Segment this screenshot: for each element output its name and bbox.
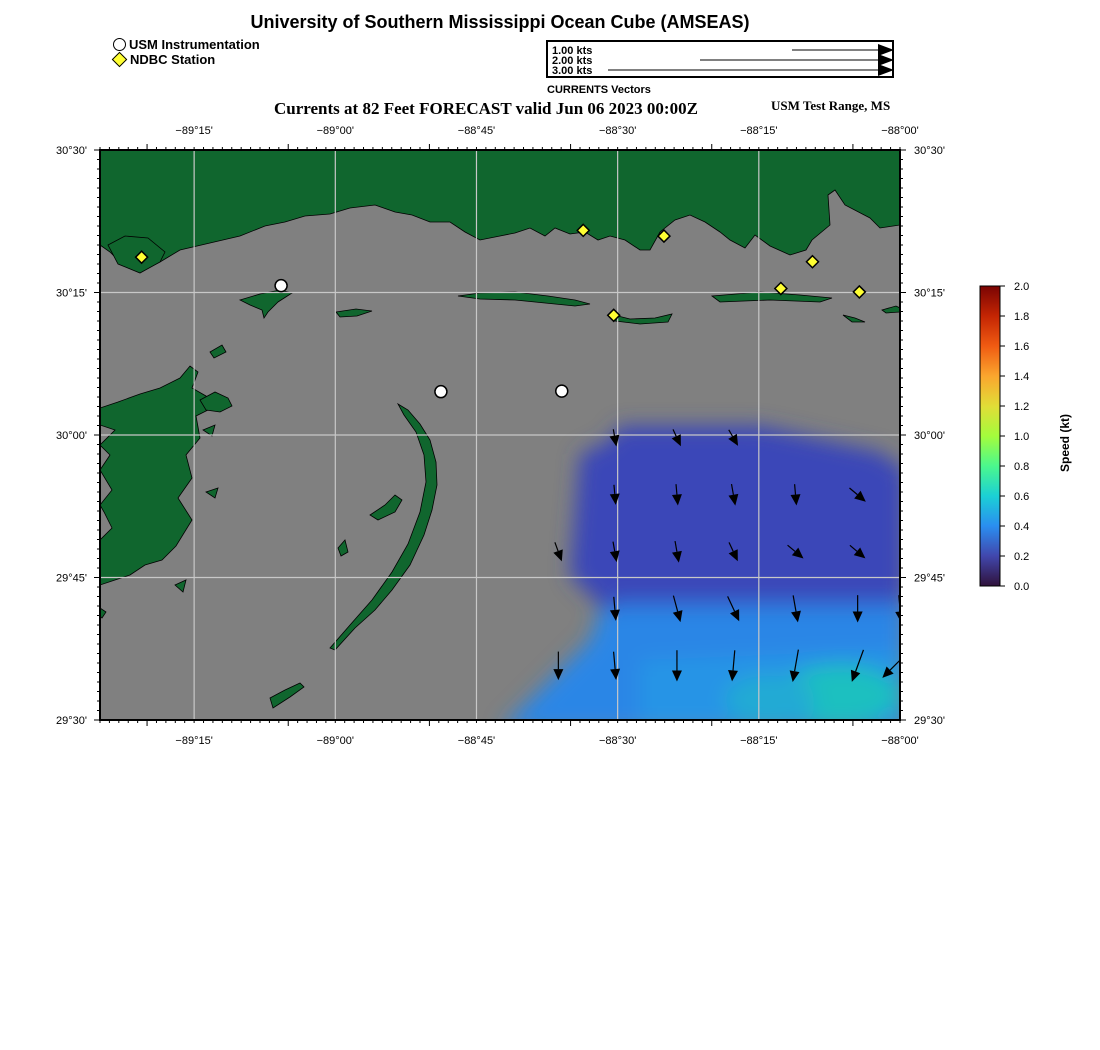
bottom-lon-label: −89°15' (175, 735, 213, 747)
right-lat-label: 30°00' (914, 430, 945, 442)
usm-instrument-marker (275, 280, 287, 292)
colorbar-tick-label: 1.6 (1014, 341, 1030, 353)
range-label: USM Test Range, MS (771, 98, 891, 113)
colorbar-ramp (980, 286, 1000, 586)
top-lon-label: −88°45' (457, 125, 496, 137)
right-lat-label: 30°30' (914, 145, 945, 157)
colorbar-tick-label: 0.2 (1014, 551, 1030, 563)
vector-scale-label-3: 3.00 kts (552, 65, 593, 77)
map-subtitle: Currents at 82 Feet FORECAST valid Jun 06 2023 00:00Z (274, 99, 698, 118)
left-lat-label: 30°30' (56, 145, 87, 157)
colorbar-tick-label: 2.0 (1014, 281, 1030, 293)
usm-instrument-marker (435, 386, 447, 398)
top-lon-label: −88°15' (740, 125, 778, 137)
top-lon-label: −88°00' (881, 125, 919, 137)
bottom-lon-label: −88°15' (740, 735, 778, 747)
bottom-lon-label: −88°30' (598, 735, 637, 747)
vector-scale-label-1: 1.00 kts (552, 45, 593, 57)
right-lat-label: 30°15' (914, 287, 945, 300)
colorbar (980, 281, 1029, 593)
right-lat-label: 29°30' (914, 715, 945, 727)
legend-ndbc-label: NDBC Station (130, 52, 216, 67)
bottom-lon-label: −88°45' (457, 735, 496, 747)
left-lat-label: 29°45' (56, 572, 87, 585)
top-lon-label: −89°00' (316, 125, 355, 137)
colorbar-tick-label: 0.4 (1014, 521, 1030, 533)
bottom-lon-label: −89°00' (316, 735, 355, 747)
left-lat-label: 30°00' (56, 430, 87, 442)
colorbar-ticks (1000, 281, 1029, 593)
left-lat-label: 29°30' (56, 715, 87, 727)
top-lon-label: −88°30' (598, 125, 637, 137)
colorbar-tick-label: 0.6 (1014, 491, 1030, 503)
colorbar-tick-label: 1.8 (1014, 311, 1030, 323)
colorbar-title: Speed (kt) (1058, 413, 1073, 473)
top-lon-label: −89°15' (175, 125, 213, 137)
colorbar-tick-label: 1.4 (1014, 371, 1030, 383)
left-lat-label: 30°15' (56, 287, 87, 300)
colorbar-tick-label: 0.8 (1014, 461, 1030, 473)
legend-usm-label: USM Instrumentation (129, 37, 260, 52)
colorbar-tick-label: 0.0 (1014, 581, 1030, 593)
vector-scale-label-2: 2.00 kts (552, 55, 593, 67)
map-frame-content (100, 150, 906, 730)
right-lat-label: 29°45' (914, 572, 945, 585)
usm-instrument-marker (556, 385, 568, 397)
colorbar-tick-label: 1.0 (1014, 431, 1030, 443)
vector-scale-caption: CURRENTS Vectors (547, 84, 651, 96)
bottom-lon-label: −88°00' (881, 735, 919, 747)
colorbar-tick-label: 1.2 (1014, 401, 1030, 413)
map-title: University of Southern Mississippi Ocean Cube (AMSEAS) (250, 12, 750, 32)
